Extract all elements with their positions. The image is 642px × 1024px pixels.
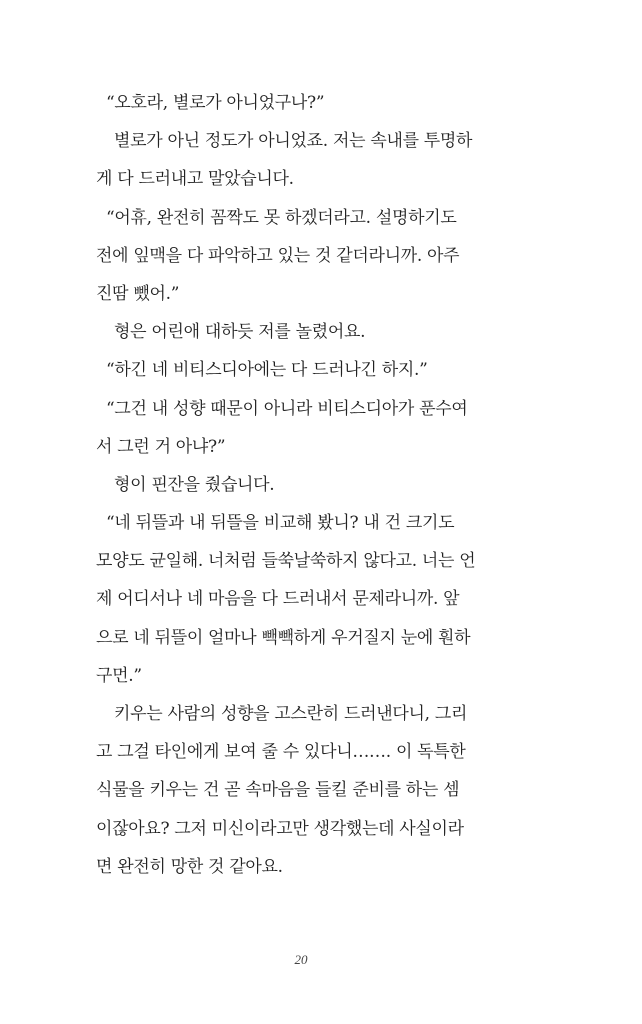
text-line: 전에 잎맥을 다 파악하고 있는 것 같더라니까. 아주 xyxy=(96,245,460,266)
text-line: “네 뒤뜰과 내 뒤뜰을 비교해 봤니? 내 건 크기도 xyxy=(106,513,455,534)
text-line: 형은 어린애 대하듯 저를 놀렸어요. xyxy=(114,322,366,343)
text-line: 게 다 드러내고 말았습니다. xyxy=(96,169,294,190)
text-line: 으로 네 뒤뜰이 얼마나 빽빽하게 우거질지 눈에 훤하 xyxy=(96,627,471,648)
page-number: 20 xyxy=(294,952,308,967)
text-line: 식물을 키우는 건 곧 속마음을 들킬 준비를 하는 셈 xyxy=(96,780,460,801)
text-line: “오호라, 별로가 아니었구나?” xyxy=(106,93,325,113)
text-line: 고 그걸 타인에게 보여 줄 수 있다니……. 이 독특한 xyxy=(96,742,466,763)
text-line: “그건 내 성향 때문이 아니라 비티스디아가 푼수여 xyxy=(106,398,468,419)
text-line: “하긴 네 비티스디아에는 다 드러나긴 하지.” xyxy=(106,360,428,381)
text-line: 면 완전히 망한 것 같아요. xyxy=(96,856,283,877)
text-line: 이잖아요? 그저 미신이라고만 생각했는데 사실이라 xyxy=(96,818,464,839)
text-line: 제 어디서나 네 마음을 다 드러내서 문제라니까. 앞 xyxy=(96,589,460,610)
text-line: 형이 핀잔을 줬습니다. xyxy=(114,474,275,495)
text-line: 모양도 균일해. 너처럼 들쑥날쑥하지 않다고. 너는 언 xyxy=(96,551,476,572)
text-line: 서 그런 거 아냐?” xyxy=(96,436,226,457)
body-text xyxy=(96,84,510,886)
text-line: 별로가 아닌 정도가 아니었죠. 저는 속내를 투명하 xyxy=(114,131,473,152)
text-line: 키우는 사람의 성향을 고스란히 드러낸다니, 그리 xyxy=(114,704,468,724)
text-line: 구먼.” xyxy=(96,665,142,686)
text-line: 진땀 뺐어.” xyxy=(96,283,180,304)
text-line: “어휴, 완전히 꼼짝도 못 하겠더라고. 설명하기도 xyxy=(106,207,457,228)
